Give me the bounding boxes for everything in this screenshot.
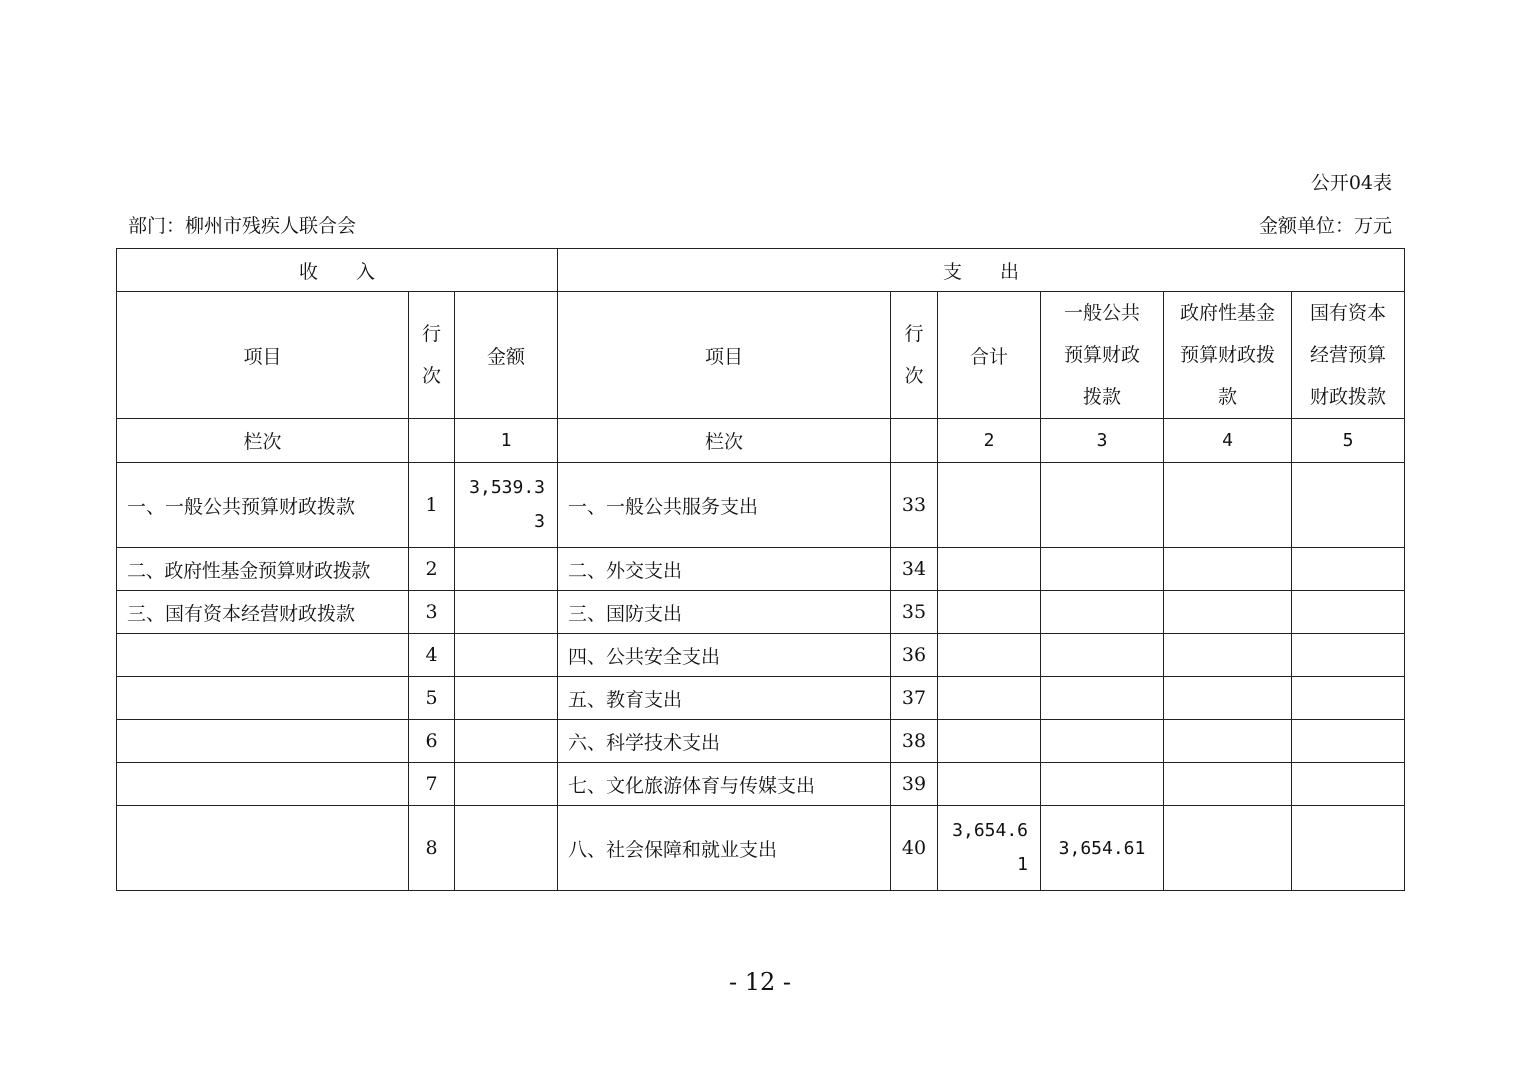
table-row	[117, 720, 1405, 763]
state-amount	[1292, 763, 1405, 806]
column-index-row	[117, 419, 1405, 463]
col-state-line3: 财政拨款	[1310, 386, 1387, 408]
income-amount	[455, 806, 558, 891]
income-amount	[455, 548, 558, 591]
table-row	[117, 806, 1405, 891]
state-amount	[1292, 591, 1405, 634]
income-row-no: 2	[409, 548, 455, 591]
col-expense-item: 项目	[558, 292, 891, 419]
total-amount	[938, 806, 1041, 891]
expense-item: 七、文化旅游体育与传媒支出	[558, 763, 891, 806]
column-header-row	[117, 292, 1405, 419]
col-expense-row-line1: 行	[904, 323, 924, 345]
fund-amount	[1164, 548, 1292, 591]
expense-item: 一、一般公共服务支出	[558, 463, 891, 548]
index-2: 2	[938, 419, 1041, 463]
form-code: 公开04表	[1310, 172, 1392, 194]
general-amount	[1041, 763, 1164, 806]
expense-item: 八、社会保障和就业支出	[558, 806, 891, 891]
col-general-budget	[1041, 292, 1164, 419]
table-row	[117, 634, 1405, 677]
index-1: 1	[455, 419, 558, 463]
expense-item: 二、外交支出	[558, 548, 891, 591]
expense-item: 五、教育支出	[558, 677, 891, 720]
col-total: 合计	[938, 292, 1041, 419]
fund-amount	[1164, 763, 1292, 806]
col-income-item: 项目	[117, 292, 409, 419]
col-state-line2: 经营预算	[1310, 344, 1387, 366]
total-amount	[938, 677, 1041, 720]
income-item: 二、政府性基金预算财政拨款	[117, 548, 409, 591]
general-amount	[1041, 548, 1164, 591]
col-fund-budget	[1164, 292, 1292, 419]
col-income-row-line2: 次	[421, 365, 441, 387]
fund-amount	[1164, 634, 1292, 677]
income-row-no: 8	[409, 806, 455, 891]
expense-row-no: 34	[891, 548, 938, 591]
state-amount	[1292, 677, 1405, 720]
income-section-title: 收 入	[117, 249, 558, 292]
income-row-no: 3	[409, 591, 455, 634]
fund-amount	[1164, 806, 1292, 891]
index-3: 3	[1041, 419, 1164, 463]
income-row-no: 6	[409, 720, 455, 763]
total-amount	[938, 463, 1041, 548]
col-expense-row-line2: 次	[904, 365, 924, 387]
total-amount-value: 3,654.61	[952, 820, 1028, 875]
col-general-line1: 一般公共	[1063, 302, 1140, 324]
income-amount	[455, 677, 558, 720]
general-amount: 3,654.61	[1041, 806, 1164, 891]
income-item	[117, 677, 409, 720]
income-row-no: 7	[409, 763, 455, 806]
table-row	[117, 591, 1405, 634]
income-row-no: 1	[409, 463, 455, 548]
general-amount	[1041, 463, 1164, 548]
col-income-row	[409, 292, 455, 419]
income-item	[117, 806, 409, 891]
expense-row-no: 40	[891, 806, 938, 891]
income-item	[117, 763, 409, 806]
general-amount	[1041, 720, 1164, 763]
col-state-line1: 国有资本	[1310, 302, 1387, 324]
expense-row-no: 39	[891, 763, 938, 806]
index-5: 5	[1292, 419, 1405, 463]
unit-label: 金额单位：万元	[1258, 215, 1392, 237]
department-label: 部门：柳州市残疾人联合会	[128, 215, 357, 237]
expense-item: 四、公共安全支出	[558, 634, 891, 677]
fund-amount	[1164, 677, 1292, 720]
total-amount	[938, 591, 1041, 634]
income-item	[117, 720, 409, 763]
expense-row-no: 33	[891, 463, 938, 548]
income-amount	[455, 763, 558, 806]
state-amount	[1292, 634, 1405, 677]
state-amount	[1292, 806, 1405, 891]
income-row-no: 5	[409, 677, 455, 720]
expense-row-no: 35	[891, 591, 938, 634]
total-amount	[938, 720, 1041, 763]
index-blank-1	[409, 419, 455, 463]
expense-item: 六、科学技术支出	[558, 720, 891, 763]
table-row	[117, 463, 1405, 548]
index-blank-2	[891, 419, 938, 463]
index-label-expense: 栏次	[558, 419, 891, 463]
total-amount	[938, 763, 1041, 806]
income-amount	[455, 591, 558, 634]
state-amount	[1292, 548, 1405, 591]
col-income-amount: 金额	[455, 292, 558, 419]
income-amount	[455, 634, 558, 677]
fund-amount	[1164, 720, 1292, 763]
expense-row-no: 37	[891, 677, 938, 720]
col-state-capital	[1292, 292, 1405, 419]
table-row	[117, 548, 1405, 591]
total-amount	[938, 548, 1041, 591]
table-row	[117, 677, 1405, 720]
col-fund-line3: 款	[1217, 386, 1237, 408]
income-item: 三、国有资本经营财政拨款	[117, 591, 409, 634]
col-fund-line2: 预算财政拨	[1179, 344, 1275, 366]
col-fund-line1: 政府性基金	[1179, 302, 1275, 324]
budget-table	[116, 248, 1405, 891]
state-amount	[1292, 463, 1405, 548]
page-number: - 12 -	[728, 968, 791, 996]
expense-row-no: 36	[891, 634, 938, 677]
expense-row-no: 38	[891, 720, 938, 763]
state-amount	[1292, 720, 1405, 763]
fund-amount	[1164, 463, 1292, 548]
col-expense-row	[891, 292, 938, 419]
total-amount	[938, 634, 1041, 677]
section-header-row	[117, 249, 1405, 292]
income-row-no: 4	[409, 634, 455, 677]
income-amount	[455, 463, 558, 548]
income-amount-value: 3,539.33	[469, 477, 545, 532]
expense-item: 三、国防支出	[558, 591, 891, 634]
col-general-line3: 拨款	[1082, 386, 1121, 408]
income-item: 一、一般公共预算财政拨款	[117, 463, 409, 548]
fund-amount	[1164, 591, 1292, 634]
index-label-income: 栏次	[117, 419, 409, 463]
income-amount	[455, 720, 558, 763]
table-row	[117, 763, 1405, 806]
col-income-row-line1: 行	[421, 323, 441, 345]
expense-section-title: 支 出	[558, 249, 1405, 292]
income-item	[117, 634, 409, 677]
col-general-line2: 预算财政	[1063, 344, 1140, 366]
general-amount	[1041, 634, 1164, 677]
general-amount	[1041, 677, 1164, 720]
index-4: 4	[1164, 419, 1292, 463]
general-amount	[1041, 591, 1164, 634]
